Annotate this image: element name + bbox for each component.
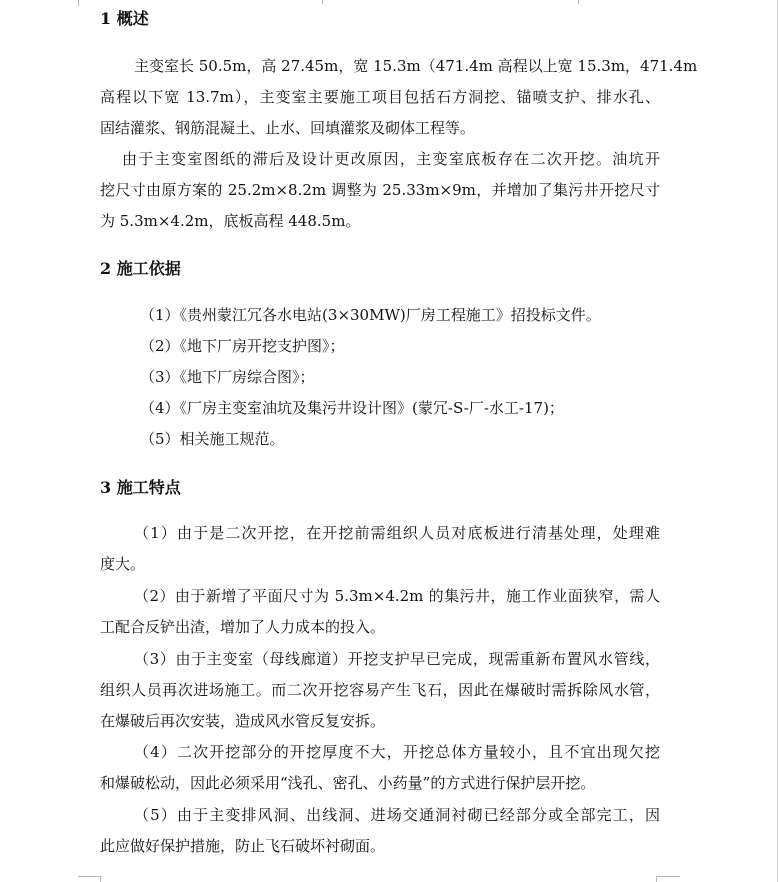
basis-list-item: （2）《地下厂房开挖支护图》； xyxy=(140,337,345,355)
paragraph-line: 工配合反铲出渣，增加了人力成本的投入。 xyxy=(100,618,386,636)
crop-mark-bottom-right-v xyxy=(656,876,657,882)
basis-list-item: （1）《贵州蒙江冗各水电站(3×30MW)厂房工程施工》招投标文件。 xyxy=(140,306,601,324)
crop-mark-bottom-left-v xyxy=(100,876,101,882)
section-heading-features: 3 施工特点 xyxy=(100,478,181,497)
paragraph-line: 度大。 xyxy=(100,555,146,573)
basis-list-item: （3）《地下厂房综合图》； xyxy=(140,368,315,386)
crop-mark-top-left xyxy=(78,0,79,6)
paragraph-line: （4）二次开挖部分的开挖厚度不大，开挖总体方量较小，且不宜出现欠挖 xyxy=(134,743,660,761)
paragraph-line: 为 5.3m×4.2m，底板高程 448.5m。 xyxy=(100,212,361,230)
paragraph-line: 由于主变室图纸的滞后及设计更改原因，主变室底板存在二次开挖。油坑开 xyxy=(122,150,660,168)
features-paragraph-4 xyxy=(100,737,660,799)
crop-mark-top-right xyxy=(578,0,579,4)
paragraph-line: 固结灌浆、钢筋混凝土、止水、回填灌浆及砌体工程等。 xyxy=(100,119,476,137)
paragraph-line: （1）由于是二次开挖，在开挖前需组织人员对底板进行清基处理，处理难 xyxy=(134,524,660,542)
basis-list-item: （5）相关施工规范。 xyxy=(140,430,285,448)
page-right-edge xyxy=(777,0,778,882)
paragraph-line: 在爆破后再次安装，造成风水管反复安拆。 xyxy=(100,712,386,730)
paragraph-line: 挖尺寸由原方案的 25.2m×8.2m 调整为 25.33m×9m，并增加了集污井开挖尺寸 xyxy=(100,181,660,199)
paragraph-line: 主变室长 50.5m，高 27.45m，宽 15.3m（471.4m 高程以上宽 15.3m，471.4m xyxy=(134,57,698,75)
features-paragraph-2 xyxy=(100,581,660,643)
features-paragraph-5 xyxy=(100,800,660,862)
features-paragraph-1 xyxy=(100,518,660,580)
paragraph-line: 组织人员再次进场施工。而二次开挖容易产生飞石，因此在爆破时需拆除风水管， xyxy=(100,681,660,699)
crop-mark-top-mid xyxy=(322,0,323,4)
basis-list-item: （4）《厂房主变室油坑及集污井设计图》(蒙冗-S-厂-水工-17)； xyxy=(140,399,564,417)
paragraph-line: （3）由于主变室（母线廊道）开挖支护早已完成，现需重新布置风水管线， xyxy=(134,650,660,668)
paragraph-line: 此应做好保护措施，防止飞石破坏衬砌面。 xyxy=(100,837,386,855)
crop-mark-bottom-left xyxy=(78,876,102,877)
paragraph-line: 高程以下宽 13.7m），主变室主要施工项目包括石方洞挖、锚喷支护、排水孔、 xyxy=(100,88,660,106)
paragraph-line: （2）由于新增了平面尺寸为 5.3m×4.2m 的集污井，施工作业面狭窄，需人 xyxy=(134,587,660,605)
paragraph-line: （5）由于主变排风洞、出线洞、进场交通洞衬砌已经部分或全部完工，因 xyxy=(134,806,660,824)
section-heading-overview: 1 概述 xyxy=(100,9,149,28)
overview-paragraph-1 xyxy=(100,51,698,144)
paragraph-line: 和爆破松动，因此必须采用“浅孔、密孔、小药量”的方式进行保护层开挖。 xyxy=(100,774,596,792)
overview-paragraph-2 xyxy=(100,144,660,237)
crop-mark-bottom-right xyxy=(656,876,680,877)
section-heading-basis: 2 施工依据 xyxy=(100,259,181,278)
features-paragraph-3 xyxy=(100,644,660,737)
